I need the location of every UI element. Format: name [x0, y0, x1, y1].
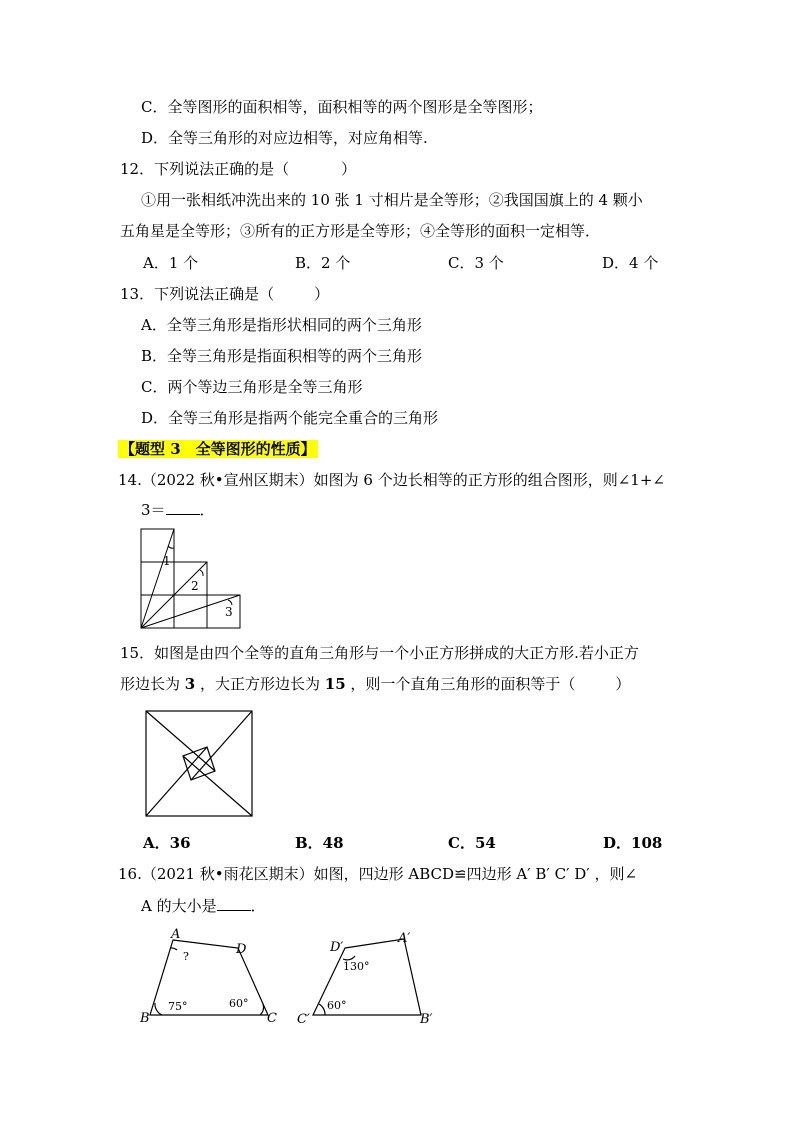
section-heading: 【题型 3 全等图形的性质】: [120, 440, 316, 458]
q12-statement-line1: ①用一张相纸冲洗出来的 10 张 1 寸相片是全等形；②我国国旗上的 4 颗小: [141, 191, 643, 209]
q13-stem: 13．下列说法正确是（ ）: [120, 285, 330, 303]
vertex-a: A: [171, 927, 181, 942]
angle-d-prime-label: 130°: [343, 960, 370, 973]
vertex-d-prime: D′: [330, 940, 344, 955]
vertex-a-prime: A′: [398, 931, 411, 946]
q15-option-a: A．36: [143, 834, 191, 852]
q14-stem-line1: 14.（2022 秋•宣州区期末）如图为 6 个边长相等的正方形的组合图形，则∠1+∠: [118, 471, 665, 489]
q12-option-b: B．2 个: [295, 254, 351, 272]
q12-option-c: C．3 个: [448, 254, 504, 272]
angle-label-1: 1: [163, 554, 171, 568]
angle-label-3: 3: [225, 605, 233, 619]
vertex-d: D: [236, 942, 247, 957]
answer-blank: [217, 896, 251, 911]
q11-option-d: D．全等三角形的对应边相等，对应角相等.: [141, 129, 428, 147]
q15-option-b: B．48: [295, 834, 344, 852]
q12-stem: 12．下列说法正确的是（ ）: [120, 160, 357, 178]
q12-statement-line2: 五角星是全等形；③所有的正方形是全等形；④全等形的面积一定相等．: [120, 222, 601, 240]
q16-quadrilateral-abcd-prime: [295, 926, 445, 1026]
q16-stem-line1: 16.（2021 秋•雨花区期末）如图，四边形 ABCD≌四边形 A′ B′ C′ D′ ，则∠: [118, 865, 638, 883]
q14-grid-figure: [140, 528, 250, 633]
q12-option-d: D．4 个: [602, 254, 659, 272]
q15-option-c: C．54: [448, 834, 496, 852]
q15-stem-line1: 15．如图是由四个全等的直角三角形与一个小正方形拼成的大正方形.若小正方: [120, 644, 639, 662]
angle-c-prime-label: 60°: [327, 999, 347, 1012]
vertex-b-prime: B′: [420, 1012, 433, 1027]
q13-option-c: C．两个等边三角形是全等三角形: [141, 378, 363, 396]
vertex-b: B: [140, 1011, 150, 1026]
q16-stem-line2: A 的大小是 ．: [141, 897, 266, 915]
angle-b-label: 75°: [168, 1000, 188, 1013]
angle-label-2: 2: [191, 579, 199, 593]
vertex-c: C: [267, 1011, 277, 1026]
q15-option-d: D．108: [603, 834, 663, 852]
answer-blank: [166, 500, 200, 515]
angle-c-label: 60°: [229, 997, 249, 1010]
q15-stem-line2: 形边长为 3 ，大正方形边长为 15 ，则一个直角三角形的面积等于（ ）: [120, 675, 631, 693]
q12-option-a: A．1 个: [143, 254, 199, 272]
vertex-c-prime: C′: [297, 1012, 310, 1027]
q14-stem-line2: 3＝ ．: [141, 501, 215, 519]
q15-square-figure: [145, 710, 255, 818]
q13-option-d: D．全等三角形是指两个能完全重合的三角形: [141, 409, 439, 427]
q13-option-b: B．全等三角形是指面积相等的两个三角形: [141, 347, 423, 365]
unknown-angle-label: ?: [183, 950, 189, 963]
q16-quadrilateral-abcd: [138, 926, 288, 1026]
q11-option-c: C．全等图形的面积相等，面积相等的两个图形是全等图形；: [141, 98, 543, 116]
q13-option-a: A．全等三角形是指形状相同的两个三角形: [141, 316, 422, 334]
